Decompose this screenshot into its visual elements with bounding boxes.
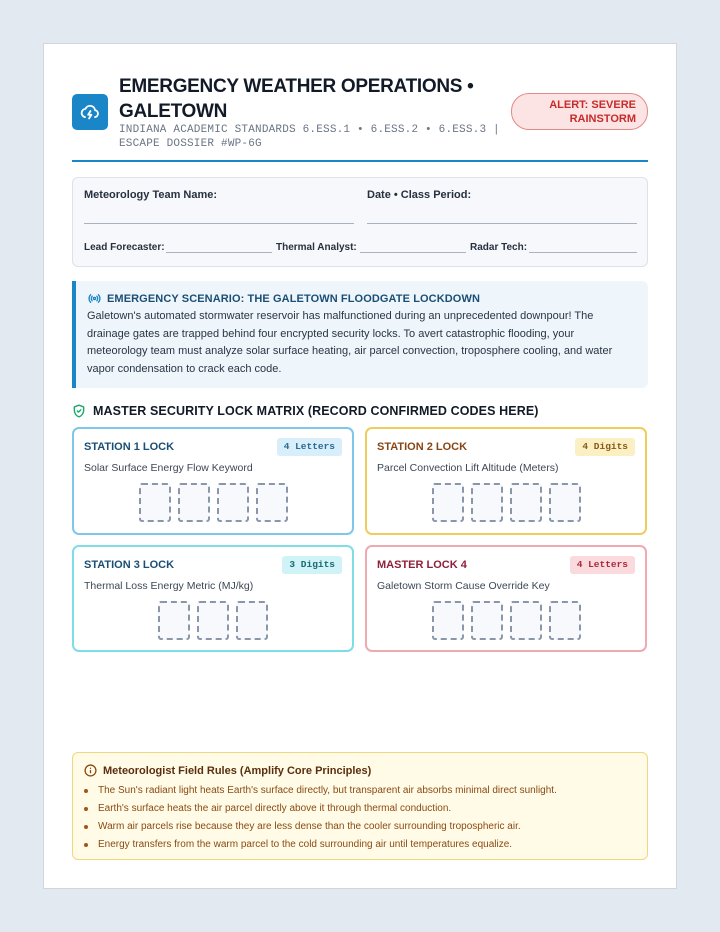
rules-title: Meteorologist Field Rules (Amplify Core Principles) [103,764,372,777]
team-name-field[interactable] [84,223,354,224]
broadcast-icon [88,292,101,305]
lock-description: Thermal Loss Energy Metric (MJ/kg) [84,580,254,592]
lock-title: STATION 3 LOCK [84,559,175,571]
list-item: Energy transfers from the warm parcel to the cold surrounding air until temperatures equalize. [84,836,557,854]
rules-list [84,782,557,854]
code-entry-cell[interactable] [139,483,171,522]
code-entry-cell[interactable] [256,483,288,522]
code-entry-cell[interactable] [432,483,464,522]
lock-card-station-1 [72,427,354,535]
team-info-box [72,177,648,267]
lock-title: STATION 2 LOCK [377,441,468,453]
scenario-text: Galetown's automated stormwater reservoir has malfunctioned during an unprecedented downpour! The drainage gates are trapped behind four encrypted security locks. To avert catastrophic flooding, your meteorology team must analyze solar surface heating, air parcel convection, troposphere cooling, and water vapor condensation to crack each code. [87,310,613,375]
alert-badge: ALERT: SEVERE RAINSTORM [511,93,648,130]
date-label: Date • Class Period: [367,189,472,201]
lock-description: Parcel Convection Lift Altitude (Meters) [377,462,559,474]
code-entry-cell[interactable] [217,483,249,522]
code-boxes [74,601,352,640]
team-name-label: Meteorology Team Name: [84,189,218,201]
lock-card-master-4 [365,545,647,652]
lock-description: Galetown Storm Cause Override Key [377,580,550,592]
lead-forecaster-field[interactable] [166,252,272,253]
thermal-analyst-label: Thermal Analyst: [276,242,357,253]
lock-description: Solar Surface Energy Flow Keyword [84,462,253,474]
scenario-title: EMERGENCY SCENARIO: THE GALETOWN FLOODGATE LOCKDOWN [107,292,480,305]
code-entry-cell[interactable] [178,483,210,522]
code-entry-cell[interactable] [236,601,268,640]
code-entry-cell[interactable] [471,483,503,522]
code-entry-cell[interactable] [471,601,503,640]
lock-card-station-3 [72,545,354,652]
list-item: The Sun's radiant light heats Earth's surface directly, but transparent air absorbs minimal direct sunlight. [84,782,557,800]
code-boxes [74,483,352,522]
shield-check-icon [72,404,86,418]
date-field[interactable] [367,223,637,224]
logo [72,94,108,130]
page-title: EMERGENCY WEATHER OPERATIONS • GALETOWN [119,76,474,122]
matrix-heading [72,404,539,418]
code-entry-cell[interactable] [510,483,542,522]
lock-title: MASTER LOCK 4 [377,559,467,571]
worksheet-page [43,43,677,889]
field-rules-box [72,752,648,860]
header-divider [72,160,648,162]
code-boxes [367,601,645,640]
code-entry-cell[interactable] [158,601,190,640]
lock-card-station-2 [365,427,647,535]
scenario-heading [88,292,480,305]
cloud-lightning-icon [79,101,101,123]
lock-badge: 3 Digits [282,556,342,574]
code-entry-cell[interactable] [432,601,464,640]
code-entry-cell[interactable] [510,601,542,640]
matrix-title: MASTER SECURITY LOCK MATRIX (RECORD CONFIRMED CODES HERE) [93,404,539,418]
lock-badge: 4 Letters [277,438,342,456]
header [72,72,648,162]
standards-subtitle: INDIANA ACADEMIC STANDARDS 6.ESS.1 • 6.ESS.2 • 6.ESS.3 | ESCAPE DOSSIER #WP-6G [119,124,500,150]
lead-forecaster-label: Lead Forecaster: [84,242,165,253]
scenario-panel [72,281,648,388]
lock-badge: 4 Digits [575,438,635,456]
info-icon [84,764,97,777]
code-entry-cell[interactable] [549,483,581,522]
radar-tech-label: Radar Tech: [470,242,528,253]
radar-tech-field[interactable] [529,252,637,253]
list-item: Earth's surface heats the air parcel directly above it through thermal conduction. [84,800,557,818]
lock-badge: 4 Letters [570,556,635,574]
code-entry-cell[interactable] [549,601,581,640]
code-boxes [367,483,645,522]
lock-title: STATION 1 LOCK [84,441,175,453]
rules-heading [84,764,371,777]
code-entry-cell[interactable] [197,601,229,640]
list-item: Warm air parcels rise because they are less dense than the cooler surrounding tropospheric air. [84,818,557,836]
thermal-analyst-field[interactable] [360,252,466,253]
